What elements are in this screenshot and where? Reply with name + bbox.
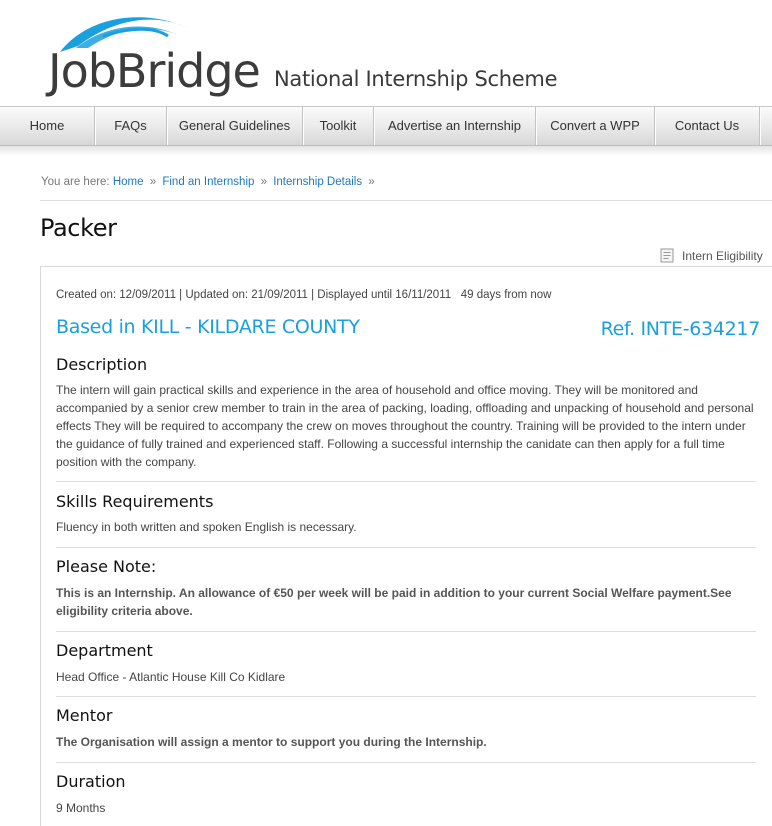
breadcrumb xyxy=(41,176,378,188)
breadcrumb-prefix: You are here: xyxy=(41,176,110,188)
listing-dates: Created on: 12/09/2011 | Updated on: 21/09/2011 | Displayed until 16/11/2011 49 days from now xyxy=(56,289,552,301)
breadcrumb-link-find-internship[interactable]: Find an Internship xyxy=(162,176,255,188)
breadcrumb-divider xyxy=(40,200,772,201)
site-tagline: National Internship Scheme xyxy=(274,67,558,91)
breadcrumb-separator: » xyxy=(368,176,375,188)
nav-item-convert-wpp[interactable]: Convert a WPP xyxy=(536,107,655,145)
breadcrumb-separator: » xyxy=(149,176,157,188)
breadcrumb-link-home[interactable]: Home xyxy=(112,176,144,188)
jobbridge-logo[interactable] xyxy=(48,6,260,98)
skills-heading: Skills Requirements xyxy=(56,492,214,511)
section-divider xyxy=(56,631,756,632)
breadcrumb-separator: » xyxy=(260,176,268,188)
note-body: This is an Internship. An allowance of €50 per week will be paid in addition to your current Social Welfare payment.See eligibility criteria above. xyxy=(56,586,732,618)
description-body: The intern will gain practical skills and experience in the area of household and office moving. They will be monitored and accompanied by a senior crew member to train in the area of packing, loading, offloading and unpacking of household and personal effects They will be required to accompany the crew on moves throughout the country. Training will be provided to the intern under the guidance of fully trained and experienced staff. Following a successful internship the canidate can then apply for a full time position with the company. xyxy=(56,383,754,469)
nav-item-toolkit[interactable]: Toolkit xyxy=(303,107,374,145)
logo-wordmark: JobBridge xyxy=(48,44,260,98)
description-heading: Description xyxy=(56,355,148,374)
department-body: Head Office - Atlantic House Kill Co Kidlare xyxy=(56,670,286,684)
site-header xyxy=(0,0,772,106)
main-nav xyxy=(0,106,772,146)
duration-body: 9 Months xyxy=(56,801,106,815)
department-heading: Department xyxy=(56,641,153,660)
intern-eligibility-label: Intern Eligibility xyxy=(682,248,763,263)
duration-heading: Duration xyxy=(56,772,126,791)
nav-item-faqs[interactable]: FAQs xyxy=(95,107,167,145)
mentor-heading: Mentor xyxy=(56,706,113,725)
intern-eligibility-link[interactable] xyxy=(660,248,763,263)
listing-location: Based in KILL - KILDARE COUNTY xyxy=(56,316,360,338)
document-icon xyxy=(660,248,674,263)
section-divider xyxy=(56,481,756,482)
nav-shadow xyxy=(0,146,772,156)
section-divider xyxy=(56,696,756,697)
note-heading: Please Note: xyxy=(56,557,157,576)
section-divider xyxy=(56,762,756,763)
nav-item-general-guidelines[interactable]: General Guidelines xyxy=(167,107,303,145)
page-title: Packer xyxy=(40,214,117,242)
nav-item-contact-us[interactable]: Contact Us xyxy=(655,107,760,145)
nav-item-home[interactable]: Home xyxy=(0,107,95,145)
listing-reference: Ref. INTE-634217 xyxy=(600,318,760,340)
section-divider xyxy=(56,547,756,548)
nav-item-advertise-internship[interactable]: Advertise an Internship xyxy=(374,107,536,145)
skills-body: Fluency in both written and spoken English is necessary. xyxy=(56,520,357,534)
mentor-body: The Organisation will assign a mentor to support you during the Internship. xyxy=(56,735,487,749)
breadcrumb-link-internship-details[interactable]: Internship Details xyxy=(273,176,363,188)
